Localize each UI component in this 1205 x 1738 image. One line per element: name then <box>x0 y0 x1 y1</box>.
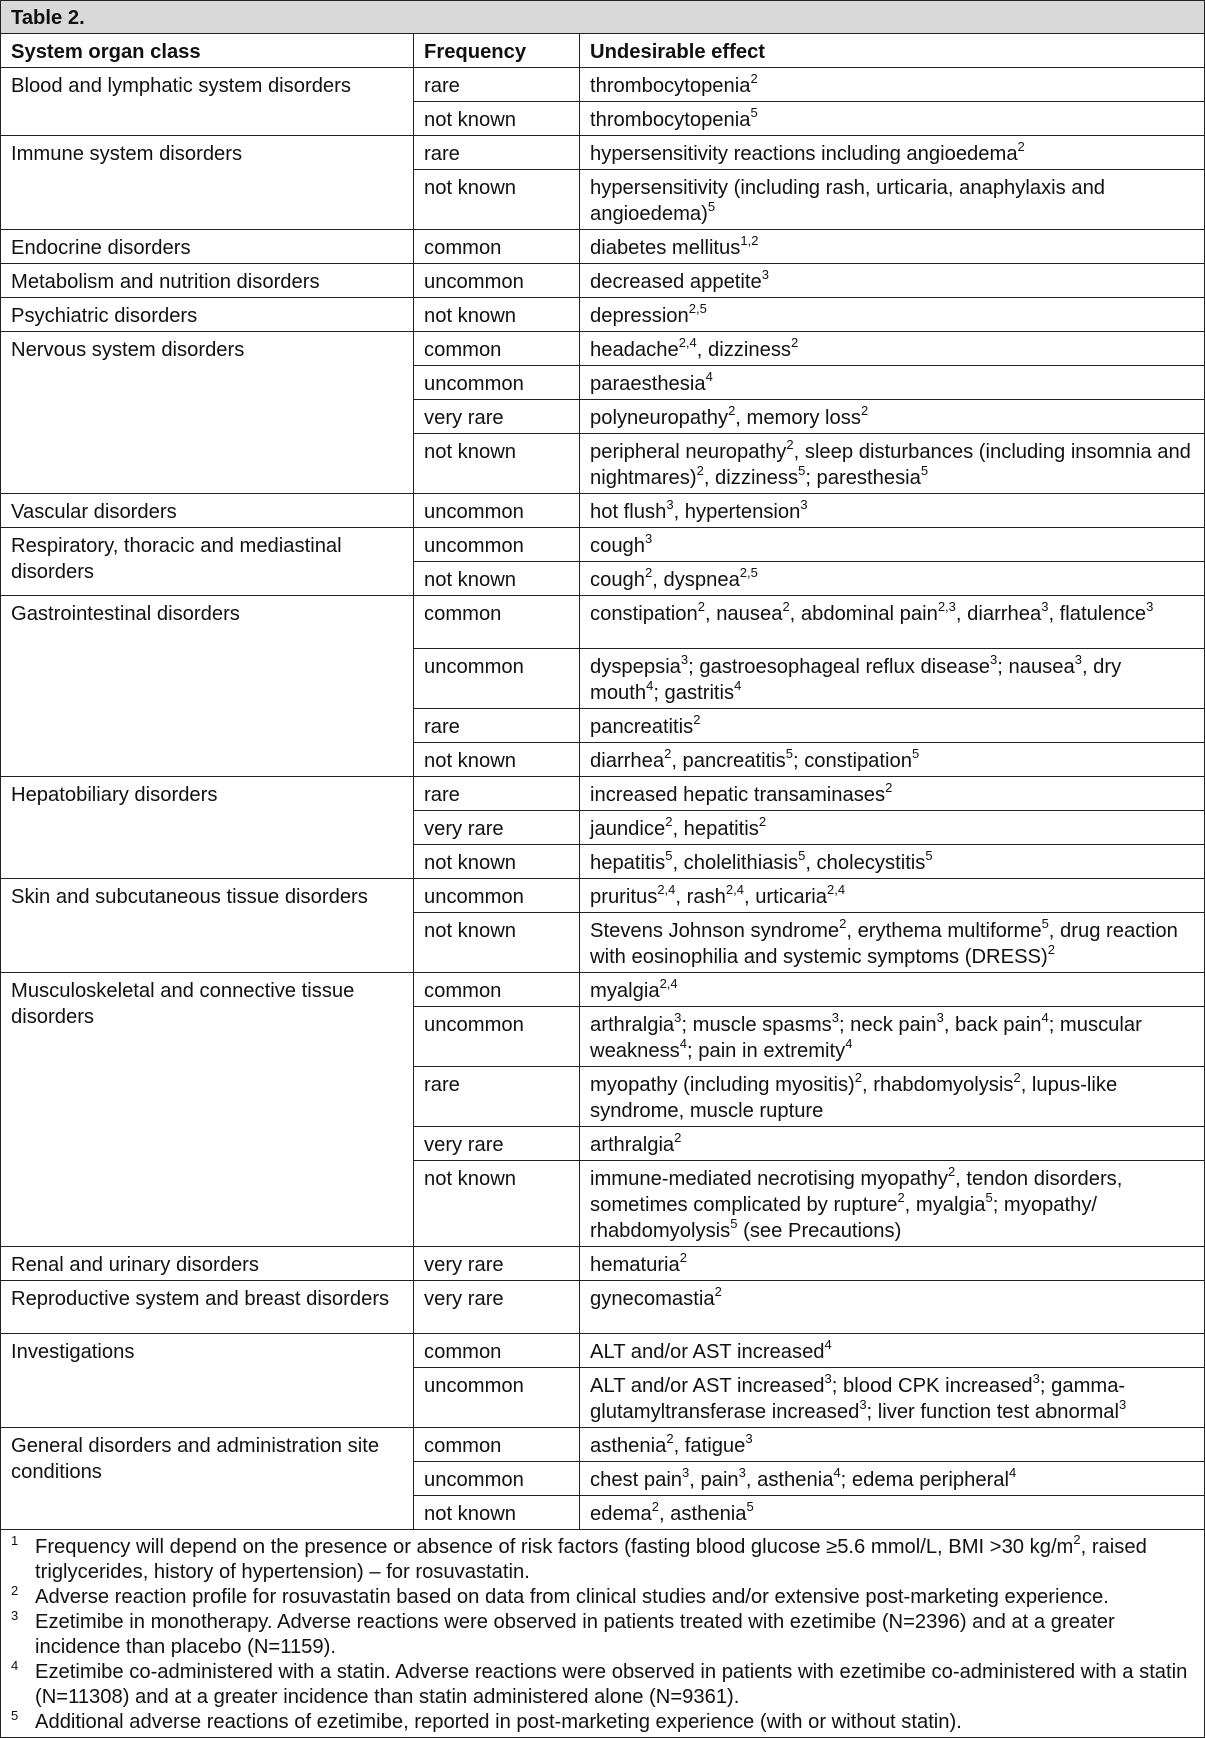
organ-class-cell: Hepatobiliary disorders <box>1 777 414 879</box>
table-row <box>1 1334 1205 1368</box>
effect-text: , urticaria <box>743 886 828 908</box>
superscript-ref: 2 <box>860 403 869 419</box>
frequency-cell: very rare <box>414 1127 580 1161</box>
frequency-cell: rare <box>414 709 580 743</box>
organ-class-cell: Gastrointestinal disorders <box>1 596 414 777</box>
superscript-ref: 2 <box>693 712 701 728</box>
effect-text: ; nausea <box>997 656 1075 678</box>
organ-class-cell: Metabolism and nutrition disorders <box>1 264 414 298</box>
footnote-mark: 2 <box>11 1583 19 1598</box>
footnote-mark: 3 <box>11 1608 19 1623</box>
table-row <box>1 528 1205 562</box>
effect-text: , asthenia <box>658 1503 747 1525</box>
superscript-ref: 5 <box>750 105 758 121</box>
footnotes-row <box>1 1530 1205 1738</box>
table-row <box>1 264 1205 298</box>
effect-text: hot flush <box>590 501 667 523</box>
effect-cell <box>580 743 1205 777</box>
effect-text: ALT and/or AST increased <box>590 1375 825 1397</box>
frequency-cell: uncommon <box>414 1368 580 1428</box>
superscript-ref: 2 <box>791 335 799 351</box>
superscript-ref: 2 <box>651 1499 659 1515</box>
superscript-ref: 3 <box>990 652 998 668</box>
effect-cell <box>580 973 1205 1007</box>
effect-text: , memory loss <box>735 407 861 429</box>
effect-text: ; edema peripheral <box>840 1469 1010 1491</box>
effect-text: dyspepsia <box>590 656 681 678</box>
frequency-cell: not known <box>414 562 580 596</box>
effect-cell <box>580 1496 1205 1530</box>
effect-cell <box>580 528 1205 562</box>
frequency-cell: not known <box>414 434 580 494</box>
frequency-cell: not known <box>414 102 580 136</box>
effect-text: ; myopathy/ rhabdomyolysis <box>590 1194 1098 1242</box>
effect-text: , pain <box>689 1469 739 1491</box>
superscript-ref: 2 <box>782 599 790 615</box>
effect-cell <box>580 366 1205 400</box>
superscript-ref: 5 <box>985 1190 993 1206</box>
table-row <box>1 777 1205 811</box>
effect-text: ; muscle spasms <box>681 1014 832 1036</box>
frequency-cell: common <box>414 973 580 1007</box>
organ-class-cell: Renal and urinary disorders <box>1 1247 414 1281</box>
organ-class-cell: Psychiatric disorders <box>1 298 414 332</box>
effect-cell <box>580 1334 1205 1368</box>
table-row <box>1 298 1205 332</box>
effect-cell <box>580 230 1205 264</box>
frequency-cell: common <box>414 230 580 264</box>
superscript-ref: 3 <box>824 1371 832 1387</box>
table-row <box>1 1247 1205 1281</box>
superscript-ref: 3 <box>745 1431 753 1447</box>
effect-text: ; paresthesia <box>805 467 921 489</box>
frequency-cell: not known <box>414 298 580 332</box>
superscript-ref: 2 <box>854 1070 863 1086</box>
effect-text: ; liver function test abnormal <box>866 1401 1120 1423</box>
effect-text: ; blood CPK increased <box>831 1375 1033 1397</box>
frequency-cell: rare <box>414 68 580 102</box>
superscript-ref: 2 <box>1047 942 1055 958</box>
effect-cell <box>580 102 1205 136</box>
effect-text: myopathy (including myositis) <box>590 1074 855 1096</box>
effect-text: , sleep disturbances (including insomnia and nightmares) <box>590 441 1191 489</box>
superscript-ref: 3 <box>1041 599 1049 615</box>
effect-text: cough <box>590 569 646 591</box>
table-row <box>1 136 1205 170</box>
frequency-cell: very rare <box>414 811 580 845</box>
superscript-ref: 3 <box>680 652 689 668</box>
frequency-cell: uncommon <box>414 494 580 528</box>
effect-text: , tendon disorders, sometimes complicated by rupture <box>590 1168 1123 1216</box>
effect-text: polyneuropathy <box>590 407 729 429</box>
effect-cell <box>580 811 1205 845</box>
superscript-ref: 2 <box>714 1284 722 1300</box>
organ-class-cell: Skin and subcutaneous tissue disorders <box>1 879 414 973</box>
superscript-ref: 2,4 <box>827 882 846 898</box>
superscript-ref: 5 <box>911 746 920 762</box>
organ-class-cell: Respiratory, thoracic and mediastinal disorders <box>1 528 414 596</box>
effect-text: , abdominal pain <box>789 603 938 625</box>
frequency-cell: uncommon <box>414 528 580 562</box>
organ-class-cell: Blood and lymphatic system disorders <box>1 68 414 136</box>
effect-text: cough <box>590 535 646 557</box>
effect-text: , hypertension <box>673 501 801 523</box>
effect-cell <box>580 1247 1205 1281</box>
superscript-ref: 5 <box>707 199 716 215</box>
effect-cell <box>580 332 1205 366</box>
frequency-cell: uncommon <box>414 264 580 298</box>
superscript-ref: 5 <box>665 848 673 864</box>
superscript-ref: 2 <box>750 71 758 87</box>
superscript-ref: 3 <box>936 1010 944 1026</box>
frequency-cell: common <box>414 1334 580 1368</box>
effect-text: diabetes mellitus <box>590 237 741 259</box>
superscript-ref: 2 <box>1013 1070 1021 1086</box>
effect-text: Stevens Johnson syndrome <box>590 920 840 942</box>
frequency-cell: not known <box>414 1496 580 1530</box>
effect-text: ; muscular weakness <box>590 1014 1142 1062</box>
effect-text: headache <box>590 339 679 361</box>
organ-class-cell: Endocrine disorders <box>1 230 414 264</box>
frequency-cell: not known <box>414 170 580 230</box>
frequency-cell: not known <box>414 743 580 777</box>
effect-text: , dizziness <box>696 339 792 361</box>
footnote <box>11 1585 1194 1610</box>
organ-class-cell: Immune system disorders <box>1 136 414 230</box>
superscript-ref: 3 <box>800 497 808 513</box>
organ-class-cell: Nervous system disorders <box>1 332 414 494</box>
effect-text: gynecomastia <box>590 1288 715 1310</box>
effect-text: constipation <box>590 603 698 625</box>
effect-cell <box>580 68 1205 102</box>
effect-text: , asthenia <box>745 1469 834 1491</box>
effect-text: ; constipation <box>793 750 912 772</box>
effect-text: , back pain <box>943 1014 1042 1036</box>
table-row <box>1 879 1205 913</box>
superscript-ref: 3 <box>645 531 653 547</box>
footnote <box>11 1610 1194 1660</box>
effect-text: ; gastroesophageal reflux disease <box>688 656 991 678</box>
superscript-ref: 3 <box>831 1010 839 1026</box>
effect-text: hypersensitivity (including rash, urticaria, anaphylaxis and angioedema) <box>590 177 1106 225</box>
superscript-ref: 3 <box>1032 1371 1040 1387</box>
effect-text: pancreatitis <box>590 716 694 738</box>
superscript-ref: 2 <box>665 814 673 830</box>
table-row <box>1 596 1205 649</box>
table-row <box>1 494 1205 528</box>
superscript-ref: 5 <box>785 746 793 762</box>
effect-text: thrombocytopenia <box>590 75 751 97</box>
effect-text: , drug reaction with eosinophilia and systemic symptoms (DRESS) <box>590 920 1178 968</box>
header-undesirable-effect: Undesirable effect <box>580 34 1205 68</box>
footnote-text: Additional adverse reactions of ezetimibe, reported in post-marketing experience (with or without statin). <box>35 1711 962 1733</box>
effect-text: , hepatitis <box>672 818 759 840</box>
superscript-ref: 3 <box>1146 599 1154 615</box>
effect-cell <box>580 1368 1205 1428</box>
effect-cell <box>580 1127 1205 1161</box>
superscript-ref: 2 <box>786 437 794 453</box>
superscript-ref: 2 <box>758 814 767 830</box>
effect-cell <box>580 170 1205 230</box>
superscript-ref: 2 <box>679 1250 688 1266</box>
effect-text: immune-mediated necrotising myopathy <box>590 1168 948 1190</box>
effect-cell <box>580 1161 1205 1247</box>
frequency-cell: uncommon <box>414 1007 580 1067</box>
frequency-cell: rare <box>414 136 580 170</box>
frequency-cell: common <box>414 332 580 366</box>
table-row <box>1 1428 1205 1462</box>
superscript-ref: 2 <box>664 746 672 762</box>
effect-cell <box>580 562 1205 596</box>
superscript-ref: 5 <box>730 1216 738 1232</box>
frequency-cell: uncommon <box>414 879 580 913</box>
superscript-ref: 2,3 <box>937 599 956 615</box>
superscript-ref: 2 <box>1073 1532 1081 1548</box>
effect-text: ALT and/or AST increased <box>590 1341 825 1363</box>
effect-text: , cholecystitis <box>805 852 926 874</box>
superscript-ref: 4 <box>833 1465 841 1481</box>
effect-cell <box>580 400 1205 434</box>
effect-text: depression <box>590 305 689 327</box>
footnote <box>11 1710 1194 1735</box>
frequency-cell: common <box>414 596 580 649</box>
table-header-row <box>1 34 1205 68</box>
superscript-ref: 2 <box>645 565 653 581</box>
effect-cell <box>580 649 1205 709</box>
effect-cell <box>580 1281 1205 1334</box>
footnote-mark: 4 <box>11 1658 19 1673</box>
footnote-text: Adverse reaction profile for rosuvastatin based on data from clinical studies and/or extensive post-marketing experience. <box>35 1586 1109 1608</box>
organ-class-cell: Musculoskeletal and connective tissue disorders <box>1 973 414 1247</box>
superscript-ref: 2,4 <box>725 882 744 898</box>
footnote <box>11 1532 1194 1585</box>
frequency-cell: common <box>414 1428 580 1462</box>
superscript-ref: 5 <box>925 848 933 864</box>
effect-text: hepatitis <box>590 852 666 874</box>
effect-text: ; gamma-glutamyltransferase increased <box>590 1375 1126 1423</box>
effect-cell <box>580 434 1205 494</box>
effect-text: , dyspnea <box>652 569 740 591</box>
superscript-ref: 4 <box>1041 1010 1049 1026</box>
organ-class-cell: General disorders and administration site conditions <box>1 1428 414 1530</box>
effect-text: (see Precautions) <box>737 1220 902 1242</box>
superscript-ref: 2,4 <box>678 335 697 351</box>
superscript-ref: 1,2 <box>740 233 759 249</box>
superscript-ref: 2 <box>696 463 704 479</box>
superscript-ref: 4 <box>646 678 654 694</box>
superscript-ref: 2 <box>674 1130 682 1146</box>
table-row <box>1 68 1205 102</box>
table-row <box>1 973 1205 1007</box>
frequency-cell: not known <box>414 845 580 879</box>
superscript-ref: 3 <box>738 1465 746 1481</box>
frequency-cell: very rare <box>414 1247 580 1281</box>
superscript-ref: 2 <box>697 599 705 615</box>
table-title: Table 2. <box>1 1 1205 34</box>
superscript-ref: 4 <box>734 678 742 694</box>
superscript-ref: 5 <box>798 463 806 479</box>
header-system-organ-class: System organ class <box>1 34 414 68</box>
effect-text: pruritus <box>590 886 658 908</box>
table-title-row <box>1 1 1205 34</box>
effect-cell <box>580 709 1205 743</box>
frequency-cell: very rare <box>414 400 580 434</box>
superscript-ref: 2,5 <box>688 301 707 317</box>
footnote-text: , raised triglycerides, history of hypertension) – for rosuvastatin. <box>35 1536 1147 1583</box>
table-row <box>1 332 1205 366</box>
effect-cell <box>580 494 1205 528</box>
effect-text: , pancreatitis <box>671 750 786 772</box>
superscript-ref: 2 <box>897 1190 905 1206</box>
effect-text: , erythema multiforme <box>846 920 1042 942</box>
effect-cell <box>580 845 1205 879</box>
effect-cell <box>580 913 1205 973</box>
superscript-ref: 3 <box>666 497 674 513</box>
effect-text: ; pain in extremity <box>687 1040 846 1062</box>
effect-cell <box>580 777 1205 811</box>
effect-text: , dry mouth <box>590 656 1122 704</box>
frequency-cell: rare <box>414 777 580 811</box>
frequency-cell: not known <box>414 913 580 973</box>
frequency-cell: uncommon <box>414 366 580 400</box>
footnote-text: Ezetimibe in monotherapy. Adverse reactions were observed in patients treated with ezetimibe (N=2396) and at a greater incidence than placebo (N=1159). <box>35 1611 1115 1658</box>
superscript-ref: 2,4 <box>657 882 676 898</box>
superscript-ref: 3 <box>1119 1397 1127 1413</box>
superscript-ref: 2 <box>666 1431 674 1447</box>
effect-cell <box>580 1067 1205 1127</box>
footnote-mark: 1 <box>11 1533 19 1548</box>
effect-text: peripheral neuropathy <box>590 441 787 463</box>
effect-cell <box>580 596 1205 649</box>
superscript-ref: 2,4 <box>659 976 678 992</box>
effect-text: , lupus-like syndrome, muscle rupture <box>590 1074 1118 1122</box>
effect-text: ; neck pain <box>838 1014 937 1036</box>
frequency-cell: uncommon <box>414 1462 580 1496</box>
effect-text: , cholelithiasis <box>672 852 799 874</box>
effect-text: increased hepatic transaminases <box>590 784 886 806</box>
superscript-ref: 2,5 <box>739 565 758 581</box>
effect-text: arthralgia <box>590 1014 675 1036</box>
effect-text: ; gastritis <box>653 682 735 704</box>
effect-cell <box>580 136 1205 170</box>
footnote-mark: 5 <box>11 1708 19 1723</box>
organ-class-cell: Reproductive system and breast disorders <box>1 1281 414 1334</box>
superscript-ref: 2 <box>728 403 736 419</box>
table-row <box>1 230 1205 264</box>
effect-text: decreased appetite <box>590 271 762 293</box>
effect-cell <box>580 298 1205 332</box>
effect-cell <box>580 1428 1205 1462</box>
effect-text: , nausea <box>704 603 783 625</box>
superscript-ref: 2 <box>947 1164 956 1180</box>
effect-text: arthralgia <box>590 1134 675 1156</box>
superscript-ref: 4 <box>845 1036 853 1052</box>
effect-text: paraesthesia <box>590 373 706 395</box>
effect-text: , dizziness <box>703 467 799 489</box>
superscript-ref: 2 <box>1017 139 1025 155</box>
frequency-cell: rare <box>414 1067 580 1127</box>
effect-text: hypersensitivity reactions including angioedema <box>590 143 1018 165</box>
effect-text: jaundice <box>590 818 666 840</box>
superscript-ref: 4 <box>1009 1465 1017 1481</box>
superscript-ref: 3 <box>682 1465 690 1481</box>
superscript-ref: 4 <box>705 369 713 385</box>
organ-class-cell: Investigations <box>1 1334 414 1428</box>
effect-cell <box>580 264 1205 298</box>
superscript-ref: 5 <box>920 463 929 479</box>
effect-cell <box>580 1007 1205 1067</box>
superscript-ref: 2 <box>885 780 893 796</box>
superscript-ref: 3 <box>761 267 769 283</box>
superscript-ref: 5 <box>1041 916 1049 932</box>
effect-text: chest pain <box>590 1469 683 1491</box>
superscript-ref: 4 <box>824 1337 832 1353</box>
effect-text: , rhabdomyolysis <box>862 1074 1014 1096</box>
effect-text: , flatulence <box>1048 603 1147 625</box>
superscript-ref: 5 <box>798 848 806 864</box>
footnote <box>11 1660 1194 1710</box>
superscript-ref: 3 <box>859 1397 867 1413</box>
header-frequency: Frequency <box>414 34 580 68</box>
superscript-ref: 3 <box>674 1010 682 1026</box>
effect-text: thrombocytopenia <box>590 109 751 131</box>
table-row <box>1 1281 1205 1334</box>
footnote-text: Ezetimibe co-administered with a statin. Adverse reactions were observed in patients with ezetimibe co-administered with a statin (N=11308) and at a greater incidence than statin administered alone (N=9361). <box>35 1661 1188 1708</box>
effect-text: hematuria <box>590 1254 680 1276</box>
effect-text: asthenia <box>590 1435 667 1457</box>
footnotes <box>1 1530 1205 1738</box>
effect-cell <box>580 879 1205 913</box>
effect-text: edema <box>590 1503 652 1525</box>
superscript-ref: 3 <box>1074 652 1082 668</box>
superscript-ref: 4 <box>679 1036 688 1052</box>
frequency-cell: not known <box>414 1161 580 1247</box>
superscript-ref: 2 <box>839 916 847 932</box>
effect-text: , rash <box>675 886 726 908</box>
effect-cell <box>580 1462 1205 1496</box>
footnote-text: Frequency will depend on the presence or absence of risk factors (fasting blood glucose ≥5.6 mmol/L, BMI >30 kg/m <box>35 1536 1074 1558</box>
effect-text: , myalgia <box>904 1194 986 1216</box>
effect-text: diarrhea <box>590 750 665 772</box>
effect-text: , fatigue <box>673 1435 746 1457</box>
effect-text: myalgia <box>590 980 660 1002</box>
frequency-cell: uncommon <box>414 649 580 709</box>
superscript-ref: 5 <box>746 1499 754 1515</box>
organ-class-cell: Vascular disorders <box>1 494 414 528</box>
frequency-cell: very rare <box>414 1281 580 1334</box>
effect-text: , diarrhea <box>955 603 1042 625</box>
